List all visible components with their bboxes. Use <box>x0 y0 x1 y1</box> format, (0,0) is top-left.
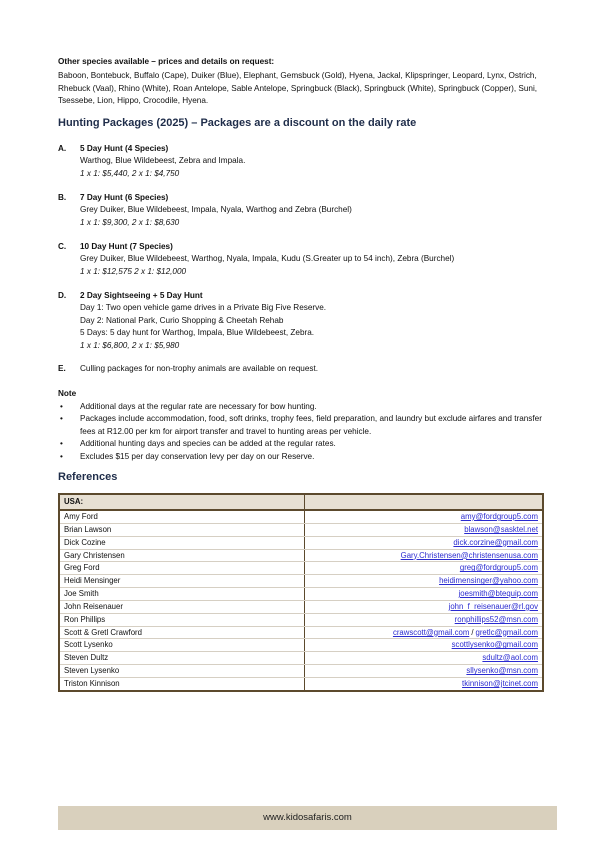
table-row <box>59 510 543 523</box>
reference-email-link[interactable]: heidimensinger@yahoo.com <box>305 575 544 588</box>
reference-email-link[interactable]: sdultz@aol.com <box>305 652 544 665</box>
reference-name: Amy Ford <box>59 510 305 523</box>
table-row <box>59 536 543 549</box>
table-row <box>59 639 543 652</box>
package-day-1: Day 1: Two open vehicle game drives in a Private Big Five Reserve. <box>80 303 327 313</box>
note-text: Additional hunting days and species can be added at the regular rates. <box>80 439 336 449</box>
bullet-icon: • <box>60 439 63 449</box>
reference-name: Scott Lysenko <box>59 639 305 652</box>
reference-name: Heidi Mensinger <box>59 575 305 588</box>
package-letter: A. <box>58 144 67 153</box>
references-heading: References <box>58 471 118 483</box>
reference-name: Gary Christensen <box>59 549 305 562</box>
table-row <box>59 652 543 665</box>
note-item <box>58 413 554 438</box>
other-species-heading: Other species available – prices and details on request: <box>58 57 275 66</box>
table-row <box>59 613 543 626</box>
package-letter: C. <box>58 242 67 251</box>
note-text: Packages include accommodation, food, soft drinks, trophy fees, field preparation, and laundry but exclude airfares and transfer fees at R12.00 per km for airport transfer and travel to hunting areas per vehicle. <box>80 414 542 436</box>
package-title: 10 Day Hunt (7 Species) <box>80 242 173 251</box>
package-letter: B. <box>58 193 67 202</box>
bullet-icon: • <box>60 402 63 411</box>
reference-email-link[interactable]: greg@fordgroup5.com <box>305 562 544 575</box>
table-header-row <box>59 494 543 510</box>
reference-email-link[interactable]: crawscott@gmail.com <box>392 627 470 637</box>
hunting-packages-heading: Hunting Packages (2025) – Packages are a discount on the daily rate <box>58 117 417 129</box>
package-description: Culling packages for non-trophy animals are available on request. <box>80 364 319 373</box>
package-letter: D. <box>58 291 67 300</box>
reference-name: John Reisenauer <box>59 600 305 613</box>
reference-email-link-2[interactable]: gretlc@gmail.com <box>475 627 538 637</box>
package-title: 5 Day Hunt (4 Species) <box>80 144 169 153</box>
table-row <box>59 575 543 588</box>
table-row <box>59 677 543 690</box>
note-heading: Note <box>58 389 77 398</box>
package-price: 1 x 1: $6,800, 2 x 1: $5,980 <box>80 340 180 350</box>
note-item <box>58 401 554 413</box>
package-price: 1 x 1: $12,575 2 x 1: $12,000 <box>80 266 187 276</box>
references-table <box>58 493 544 692</box>
reference-email-link[interactable]: sllysenko@msn.com <box>305 665 544 678</box>
reference-email-link[interactable]: tkinnison@jtcinet.com <box>305 677 544 690</box>
note-item <box>58 438 554 450</box>
table-row <box>59 588 543 601</box>
package-title: 7 Day Hunt (6 Species) <box>80 193 169 202</box>
table-row <box>59 665 543 678</box>
country-header: USA: <box>59 494 305 510</box>
table-row <box>59 562 543 575</box>
other-species-list: Baboon, Bontebuck, Buffalo (Cape), Duiker (Blue), Elephant, Gemsbuck (Gold), Hyena, Jackal, Klipspringer, Leopard, Lynx, Ostrich, Rhebuck (Vaal), Rhino (White), Roan Antelope, Sable Antelope, Springbuck (Black), Springbuck (White), Springbuck (Copper), Suni, Tsessebe, Lion, Hippo, Crocodile, Hyena. <box>58 71 538 106</box>
note-text: Excludes $15 per day conservation levy per day on our Reserve. <box>80 451 315 461</box>
reference-name: Ron Phillips <box>59 613 305 626</box>
reference-email-link[interactable]: amy@fordgroup5.com <box>305 510 544 523</box>
reference-email-link[interactable]: dick.corzine@gmail.com <box>305 536 544 549</box>
note-list <box>58 401 554 463</box>
reference-name: Greg Ford <box>59 562 305 575</box>
reference-name: Triston Kinnison <box>59 677 305 690</box>
reference-email-link[interactable]: joesmith@btequip.com <box>305 588 544 601</box>
bullet-icon: • <box>60 451 63 461</box>
note-text: Additional days at the regular rate are necessary for bow hunting. <box>80 402 317 411</box>
package-letter: E. <box>58 364 66 373</box>
reference-email-cell <box>305 626 544 639</box>
reference-email-link[interactable]: blawson@sasktel.net <box>305 523 544 536</box>
reference-email-link[interactable]: john_f_reisenauer@rl.gov <box>305 600 544 613</box>
package-description: Warthog, Blue Wildebeest, Zebra and Impala. <box>80 156 246 166</box>
reference-name: Dick Cozine <box>59 536 305 549</box>
package-days-hunt: 5 Days: 5 day hunt for Warthog, Impala, Blue Wildebeest, Zebra. <box>80 328 315 338</box>
reference-name: Steven Lysenko <box>59 665 305 678</box>
reference-name: Steven Dultz <box>59 652 305 665</box>
package-day-2: Day 2: National Park, Curio Shopping & Cheetah Rehab <box>80 315 284 325</box>
table-row <box>59 549 543 562</box>
package-price: 1 x 1: $5,440, 2 x 1: $4,750 <box>80 168 180 178</box>
footer-bar <box>58 806 557 830</box>
table-row <box>59 600 543 613</box>
table-row <box>59 523 543 536</box>
package-description: Grey Duiker, Blue Wildebeest, Warthog, Nyala, Impala, Kudu (S.Greater up to 54 inch), Zebra (Burchel) <box>80 254 455 264</box>
email-separator: / <box>471 627 474 637</box>
note-item <box>58 451 554 463</box>
package-description: Grey Duiker, Blue Wildebeest, Impala, Nyala, Warthog and Zebra (Burchel) <box>80 205 352 215</box>
reference-name: Scott & Gretl Crawford <box>59 626 305 639</box>
bullet-icon: • <box>60 414 63 424</box>
package-price: 1 x 1: $9,300, 2 x 1: $8,630 <box>80 217 180 227</box>
reference-email-link[interactable]: scottlysenko@gmail.com <box>305 639 544 652</box>
package-title: 2 Day Sightseeing + 5 Day Hunt <box>80 291 203 300</box>
email-header <box>305 494 544 510</box>
table-row <box>59 626 543 639</box>
reference-email-link[interactable]: Gary.Christensen@christensenusa.com <box>305 549 544 562</box>
reference-name: Brian Lawson <box>59 523 305 536</box>
reference-email-link[interactable]: ronphillips52@msn.com <box>305 613 544 626</box>
website-link[interactable]: www.kidosafaris.com <box>263 812 352 823</box>
reference-name: Joe Smith <box>59 588 305 601</box>
